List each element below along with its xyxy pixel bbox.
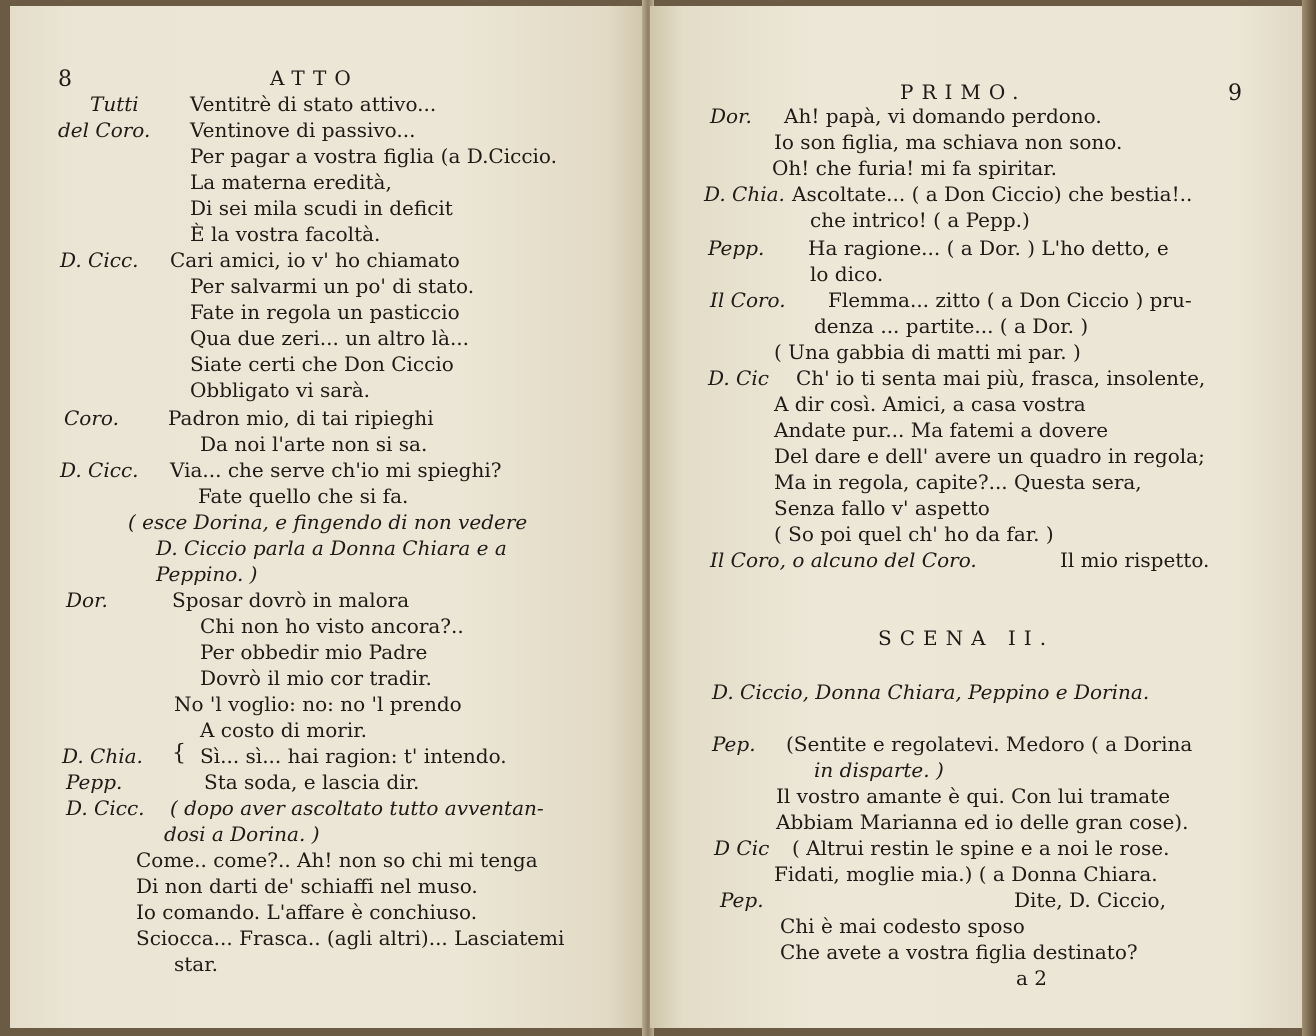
verse-line: Come.. come?.. Ah! non so chi mi tenga	[136, 848, 538, 872]
page-number: 8	[58, 67, 72, 92]
verse-line: Sta soda, e lascia dir.	[204, 770, 420, 794]
verse-line: Il mio rispetto.	[1060, 548, 1210, 572]
scene-heading: SCENA II.	[878, 626, 1055, 650]
verse-line: ( So poi quel ch' ho da far. )	[774, 522, 1054, 546]
verse-line: Chi è mai codesto sposo	[780, 914, 1025, 938]
speaker-name: Dor.	[66, 588, 108, 612]
verse-line: Siate certi che Don Ciccio	[190, 352, 454, 376]
scene-cast: D. Ciccio, Donna Chiara, Peppino e Dorina.	[712, 680, 1150, 704]
running-header: PRIMO.	[900, 80, 1027, 104]
verse-line: A costo di morir.	[200, 718, 367, 742]
verse-line: Per salvarmi un po' di stato.	[190, 274, 475, 298]
speaker-name: D. Cicc.	[60, 458, 139, 482]
verse-line: Che avete a vostra figlia destinato?	[780, 940, 1138, 964]
verse-line: ( dopo aver ascoltato tutto avventan-	[170, 796, 544, 820]
verse-line: Dovrò il mio cor tradir.	[200, 666, 432, 690]
verse-line: ( esce Dorina, e fingendo di non vedere	[128, 510, 528, 534]
verse-line: Flemma... zitto ( a Don Ciccio ) pru-	[828, 288, 1192, 312]
running-header: ATTO	[270, 66, 359, 90]
speaker-name: D. Chia.	[704, 182, 785, 206]
verse-line: Padron mio, di tai ripieghi	[168, 406, 434, 430]
verse-line: Peppino. )	[156, 562, 258, 586]
verse-line: Abbiam Marianna ed io delle gran cose).	[776, 810, 1189, 834]
verse-line: La materna eredità,	[190, 170, 392, 194]
verse-line: Il vostro amante è qui. Con lui tramate	[776, 784, 1171, 808]
verse-line: Ma in regola, capite?... Questa sera,	[774, 470, 1142, 494]
speaker-name: D. Chia.	[62, 744, 143, 768]
speaker-name: Tutti	[90, 92, 139, 116]
speaker-name: D. Cic	[708, 366, 769, 390]
verse-line: Senza fallo v' aspetto	[774, 496, 990, 520]
speaker-name: Dor.	[710, 104, 752, 128]
verse-line: Dite, D. Ciccio,	[1014, 888, 1166, 912]
verse-line: Per obbedir mio Padre	[200, 640, 428, 664]
verse-line: D. Ciccio parla a Donna Chiara e a	[156, 536, 507, 560]
page-number: 9	[1228, 81, 1242, 106]
brace-glyph: {	[172, 741, 186, 766]
verse-line: Sposar dovrò in malora	[172, 588, 410, 612]
verse-line: in disparte. )	[814, 758, 944, 782]
verse-line: Ventitrè di stato attivo...	[190, 92, 437, 116]
verse-line: No 'l voglio: no: no 'l prendo	[174, 692, 462, 716]
verse-line: Fate in regola un pasticcio	[190, 300, 460, 324]
speaker-name: Pepp.	[708, 236, 765, 260]
verse-line: denza ... partite... ( a Dor. )	[814, 314, 1089, 338]
verse-line: Ascoltate... ( a Don Ciccio) che bestia!..	[792, 182, 1193, 206]
speaker-name: Pep.	[720, 888, 764, 912]
verse-line: che intrico! ( a Pepp.)	[810, 208, 1030, 232]
verse-line: star.	[174, 952, 218, 976]
verse-line: Qua due zeri... un altro là...	[190, 326, 470, 350]
signature-mark: a 2	[1016, 966, 1048, 990]
verse-line: Ha ragione... ( a Dor. ) L'ho detto, e	[808, 236, 1169, 260]
verse-line: Di non darti de' schiaffi nel muso.	[136, 874, 478, 898]
verse-line: Cari amici, io v' ho chiamato	[170, 248, 460, 272]
verse-line: Andate pur... Ma fatemi a dovere	[774, 418, 1109, 442]
verse-line: Fate quello che si fa.	[198, 484, 409, 508]
verse-line: ( Una gabbia di matti mi par. )	[774, 340, 1081, 364]
book-edge	[1302, 0, 1316, 1036]
verse-line: Oh! che furia! mi fa spiritar.	[772, 156, 1058, 180]
speaker-name: del Coro.	[58, 118, 151, 142]
verse-line: Ventinove di passivo...	[190, 118, 416, 142]
verse-line: Io comando. L'affare è conchiuso.	[136, 900, 478, 924]
verse-line: Del dare e dell' avere un quadro in regola;	[774, 444, 1205, 468]
verse-line: Chi non ho visto ancora?..	[200, 614, 464, 638]
verse-line: Ah! papà, vi domando perdono.	[784, 104, 1102, 128]
verse-line: A dir così. Amici, a casa vostra	[774, 392, 1086, 416]
verse-line: Ch' io ti senta mai più, frasca, insolente,	[796, 366, 1206, 390]
speaker-name: Pepp.	[66, 770, 123, 794]
verse-line: Da noi l'arte non si sa.	[200, 432, 428, 456]
verse-line: (Sentite e regolatevi. Medoro ( a Dorina	[786, 732, 1193, 756]
right-page	[650, 6, 1302, 1028]
speaker-name: Pep.	[712, 732, 756, 756]
verse-line: È la vostra facoltà.	[190, 222, 381, 246]
speaker-name: D Cic	[714, 836, 770, 860]
verse-line: dosi a Dorina. )	[164, 822, 320, 846]
verse-line: ( Altrui restin le spine e a noi le rose.	[792, 836, 1170, 860]
verse-line: Sì... sì... hai ragion: t' intendo.	[200, 744, 507, 768]
speaker-name: D. Cicc.	[66, 796, 145, 820]
speaker-name: Il Coro, o alcuno del Coro.	[710, 548, 977, 572]
verse-line: Sciocca... Frasca.. (agli altri)... Lasciatemi	[136, 926, 565, 950]
verse-line: Di sei mila scudi in deficit	[190, 196, 453, 220]
verse-line: Fidati, moglie mia.) ( a Donna Chiara.	[774, 862, 1158, 886]
verse-line: Via... che serve ch'io mi spieghi?	[170, 458, 502, 482]
verse-line: Per pagar a vostra figlia (a D.Ciccio.	[190, 144, 557, 168]
verse-line: Io son figlia, ma schiava non sono.	[774, 130, 1123, 154]
speaker-name: Il Coro.	[710, 288, 786, 312]
left-page	[10, 6, 646, 1028]
verse-line: Obbligato vi sarà.	[190, 378, 371, 402]
verse-line: lo dico.	[810, 262, 884, 286]
speaker-name: Coro.	[64, 406, 119, 430]
speaker-name: D. Cicc.	[60, 248, 139, 272]
